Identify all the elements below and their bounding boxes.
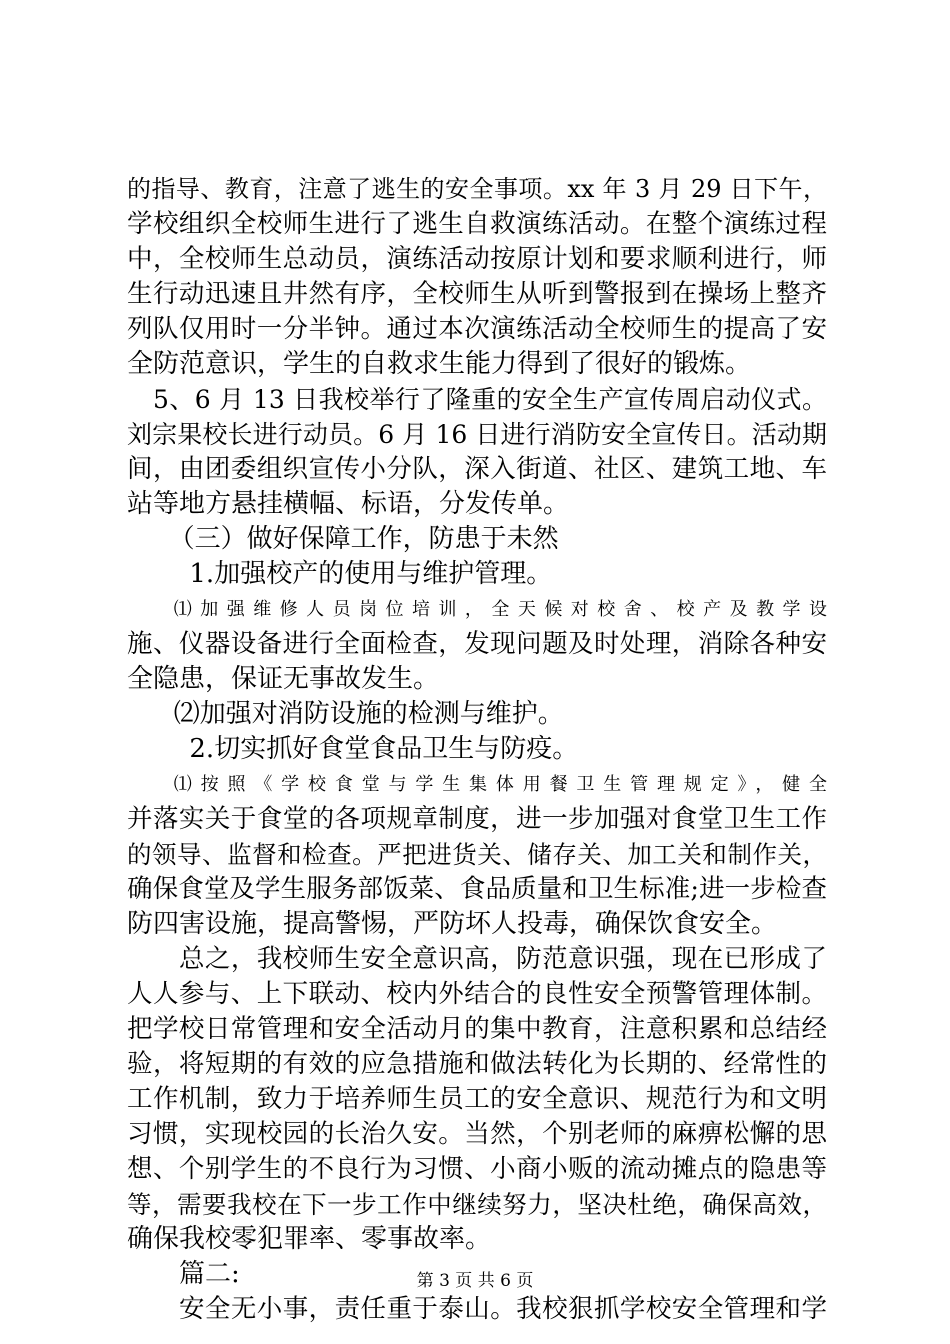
text-line: ⑵加强对消防设施的检测与维护。	[173, 699, 564, 729]
text-line: 并落实关于食堂的各项规章制度，进一步加强对食堂卫生工作	[127, 804, 827, 834]
text-line: 全防范意识，学生的自救求生能力得到了很好的锻炼。	[127, 349, 752, 379]
text-line: ⑴加强维修人员岗位培训，全天候对校舍、校产及教学设	[173, 599, 827, 620]
text-line: 的领导、监督和检查。严把进货关、储存关、加工关和制作关，	[127, 840, 827, 869]
text-line: ⑴按照《学校食堂与学生集体用餐卫生管理规定》，健全	[173, 774, 827, 795]
text-line: 想、个别学生的不良行为习惯、小商小贩的流动摊点的隐患等	[127, 1154, 827, 1184]
text-line: 总之，我校师生安全意识高，防范意识强，现在已形成了	[179, 944, 827, 974]
document-body	[127, 172, 827, 1327]
text-line: 2.切实抓好食堂食品卫生与防疫。	[189, 734, 579, 764]
text-line: 施、仪器设备进行全面检查，发现问题及时处理，消除各种安	[127, 629, 827, 659]
text-line: 等，需要我校在下一步工作中继续努力，坚决杜绝，确保高效，	[127, 1190, 827, 1219]
text-line: 5、6 月 13 日我校举行了隆重的安全生产宣传周启动仪式。	[153, 385, 827, 414]
text-line: 1.加强校产的使用与维护管理。	[189, 559, 553, 589]
text-line: 工作机制，致力于培养师生员工的安全意识、规范行为和文明	[127, 1084, 827, 1114]
text-line: 确保食堂及学生服务部饭菜、食品质量和卫生标准;进一步检查	[127, 874, 827, 904]
text-line: 站等地方悬挂横幅、标语，分发传单。	[127, 489, 570, 519]
text-line: 验，将短期的有效的应急措施和做法转化为长期的、经常性的	[127, 1049, 827, 1079]
page-footer: 第 3 页 共 6 页	[416, 1271, 534, 1291]
text-line: 生行动迅速且井然有序，全校师生从听到警报到在操场上整齐	[127, 279, 827, 309]
text-line: 防四害设施，提高警惕，严防坏人投毒，确保饮食安全。	[127, 909, 778, 939]
text-line: 中，全校师生总动员，演练活动按原计划和要求顺利进行，师	[127, 244, 827, 274]
text-line: 人人参与、上下联动、校内外结合的良性安全预警管理体制。	[127, 979, 827, 1009]
text-line: 安全无小事，责任重于泰山。我校狠抓学校安全管理和学	[179, 1294, 827, 1324]
text-line: 刘宗果校长进行动员。6 月 16 日进行消防安全宣传日。活动期	[127, 420, 827, 449]
text-line: 全隐患，保证无事故发生。	[127, 664, 440, 694]
text-line: 习惯，实现校园的长治久安。当然，个别老师的麻痹松懈的思	[127, 1119, 827, 1149]
text-line: 篇二:	[179, 1259, 240, 1289]
text-line: 间，由团委组织宣传小分队，深入街道、社区、建筑工地、车	[127, 454, 827, 484]
text-line: 把学校日常管理和安全活动月的集中教育，注意积累和总结经	[127, 1014, 827, 1044]
text-line: 确保我校零犯罪率、零事故率。	[127, 1224, 492, 1254]
text-line: （三）做好保障工作，防患于未然	[168, 524, 559, 554]
text-line: 列队仅用时一分半钟。通过本次演练活动全校师生的提高了安	[127, 314, 827, 344]
text-line: 学校组织全校师生进行了逃生自救演练活动。在整个演练过程	[127, 209, 827, 239]
text-line: 的指导、教育，注意了逃生的安全事项。xx 年 3 月 29 日下午，	[127, 175, 827, 203]
